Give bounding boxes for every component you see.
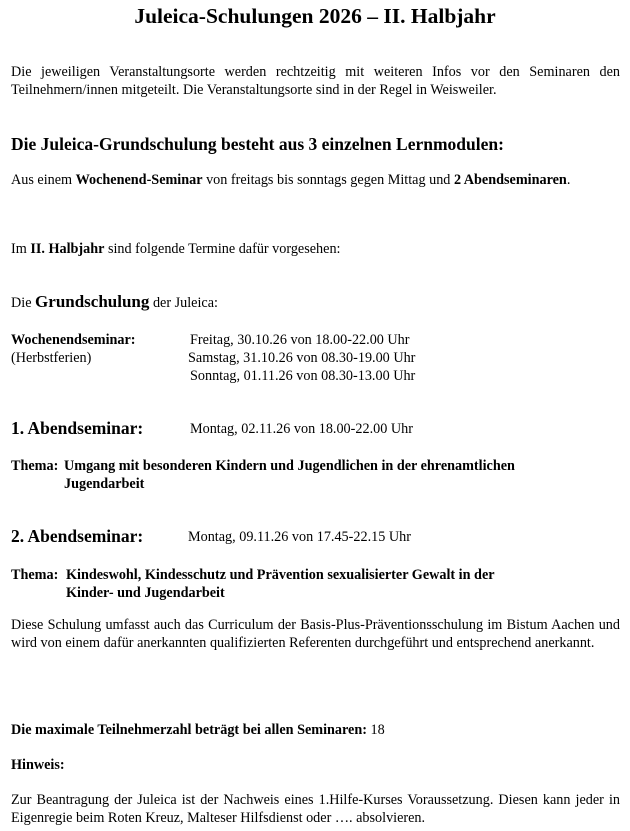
- grundschulung-line: [11, 293, 218, 312]
- evening2-label: 2. Abendseminar:: [11, 526, 144, 546]
- evening1-date: Montag, 02.11.26 von 18.00-22.00 Uhr: [190, 421, 413, 437]
- hint-heading: Hinweis:: [11, 757, 65, 773]
- modules-line-post: .: [566, 172, 571, 188]
- dates-intro-line: [11, 240, 340, 258]
- curriculum-paragraph: Diese Schulung umfasst auch das Curriculum der Basis-Plus-Präventionsschulung im Bistum Aachen und wird von einem dafür anerkannten qualifizierten Referenten durchgeführt und entsprechend anerkannt.: [11, 617, 620, 651]
- modules-line-mid: von freitags bis sonntags gegen Mittag und: [202, 172, 454, 188]
- weekend-date-sat: Samstag, 31.10.26 von 08.30-19.00 Uhr: [188, 350, 416, 366]
- modules-heading: Die Juleica-Grundschulung besteht aus 3 einzelnen Lernmodulen:: [11, 134, 504, 154]
- grund-line-post: der Juleica:: [149, 295, 218, 311]
- modules-line: [11, 171, 570, 189]
- modules-line-bold-weekend: Wochenend-Seminar: [75, 172, 203, 188]
- modules-line-bold-evenings: 2 Abendseminaren: [453, 172, 567, 188]
- max-participants-label: Die maximale Teilnehmerzahl beträgt bei allen Seminaren:: [11, 722, 367, 738]
- evening1-label: 1. Abendseminar:: [11, 418, 144, 438]
- hint-paragraph: Zur Beantragung der Juleica ist der Nachweis eines 1.Hilfe-Kurses Voraussetzung. Diesen kann jeder in Eigenregie beim Roten Kreuz, Malteser Hilfsdienst oder …. absolvieren.: [11, 792, 620, 826]
- weekend-label: Wochenendseminar:: [11, 332, 136, 348]
- max-participants-value: 18: [370, 722, 385, 738]
- evening2-theme-line2: Kinder- und Jugendarbeit: [66, 585, 225, 601]
- weekend-date-fri: Freitag, 30.10.26 von 18.00-22.00 Uhr: [190, 332, 410, 348]
- evening2-theme-line1: Kindeswohl, Kindesschutz und Prävention sexualisierter Gewalt in der: [66, 567, 495, 583]
- weekend-date-sun: Sonntag, 01.11.26 von 08.30-13.00 Uhr: [190, 368, 416, 384]
- dates-line-bold: II. Halbjahr: [30, 241, 105, 257]
- evening2-theme-label: Thema:: [11, 567, 59, 583]
- modules-line-pre: Aus einem: [11, 172, 76, 188]
- dates-line-post: sind folgende Termine dafür vorgesehen:: [104, 241, 341, 257]
- evening1-theme-line2: Jugendarbeit: [64, 476, 145, 492]
- grund-line-pre: Die: [11, 295, 36, 311]
- dates-line-pre: Im: [11, 241, 31, 257]
- evening2-date: Montag, 09.11.26 von 17.45-22.15 Uhr: [188, 529, 411, 545]
- grund-line-bold: Grundschulung: [35, 292, 150, 311]
- evening1-theme-label: Thema:: [11, 458, 59, 474]
- evening1-theme-line1: Umgang mit besonderen Kindern und Jugendlichen in der ehrenamtlichen: [64, 458, 515, 474]
- page-title: Juleica-Schulungen 2026 – II. Halbjahr: [134, 4, 496, 28]
- weekend-sublabel: (Herbstferien): [11, 350, 92, 366]
- max-participants-line: [11, 721, 385, 739]
- intro-paragraph: Die jeweiligen Veranstaltungsorte werden rechtzeitig mit weiteren Infos vor den Seminaren den Teilnehmern/innen mitgeteilt. Die Veranstaltungsorte sind in der Regel in Weisweiler.: [11, 64, 620, 98]
